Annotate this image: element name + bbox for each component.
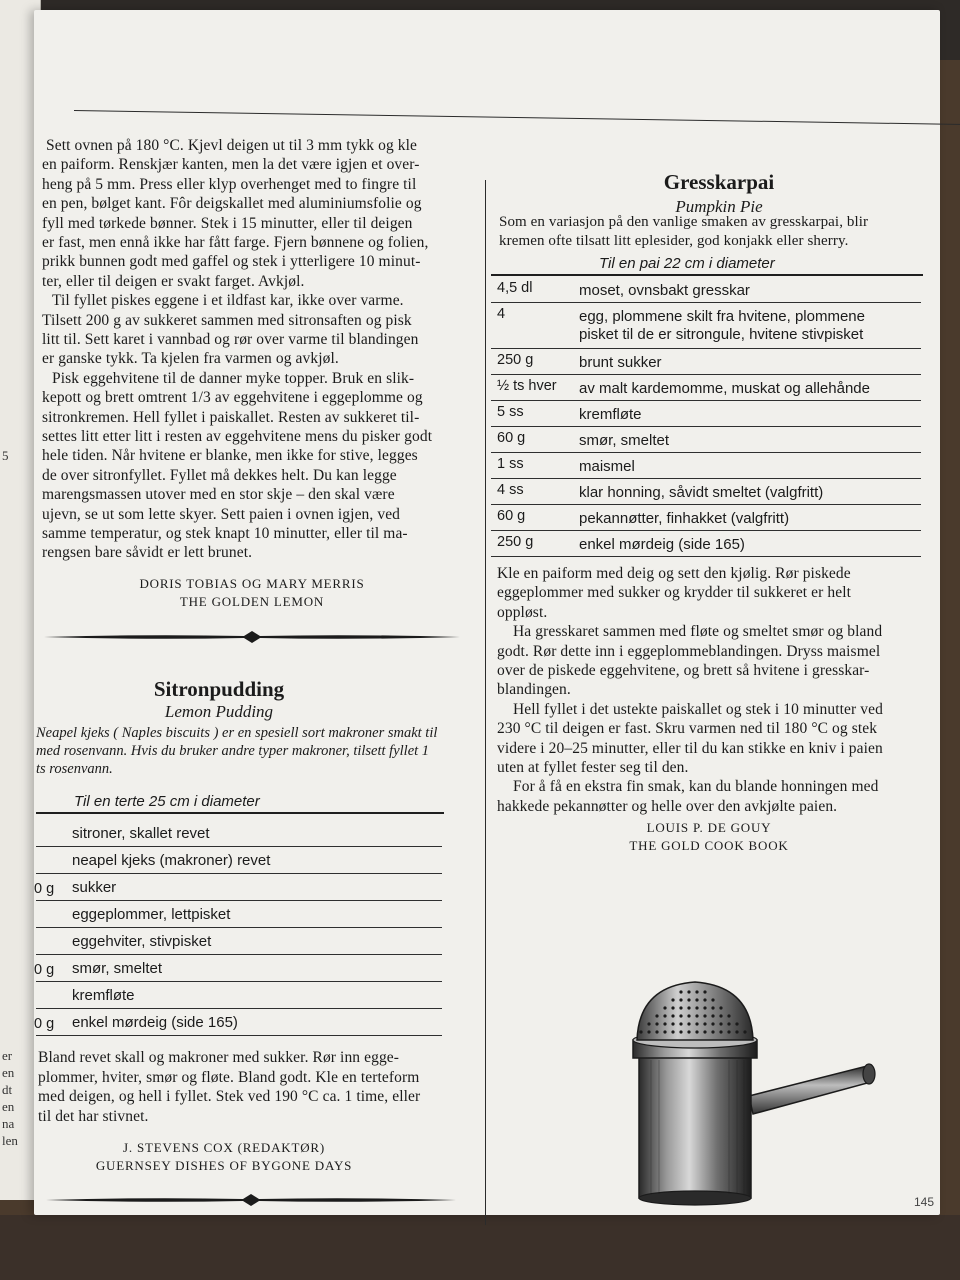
method-line: blandingen. — [497, 681, 571, 699]
ingredient-item: egg, plommene skilt fra hvitene, plommene — [579, 308, 865, 325]
method-line: samme temperatur, og stek knapt 10 minutter, eller til ma- — [42, 525, 408, 542]
left-column — [34, 10, 480, 1220]
ingredient-item: maismel — [579, 458, 635, 475]
ingredient-rule — [491, 374, 921, 375]
right-column — [489, 10, 949, 1220]
ingredient-quantity: 0 g — [34, 881, 55, 897]
left-page-fragment: en — [2, 1065, 15, 1080]
ingredient-item: eggehviter, stivpisket — [72, 933, 212, 950]
left-page-fragment: 5 — [2, 448, 9, 463]
column-rule — [485, 180, 486, 1225]
ornamental-divider — [46, 1193, 456, 1207]
ingredient-item: enkel mørdeig (side 165) — [72, 1014, 238, 1031]
ingredient-rule — [491, 556, 921, 557]
ingredient-quantity: 4,5 dl — [497, 280, 533, 296]
ingredient-rule — [491, 302, 921, 303]
ingredient-rule — [36, 1008, 442, 1009]
ingredient-quantity: 4 ss — [497, 482, 524, 498]
ingredient-item: brunt sukker — [579, 354, 662, 371]
method-line: en pen, bølget kant. Fôr deigskallet med aluminiumsfolie og — [42, 195, 422, 213]
left-page-fragment: en — [2, 1099, 15, 1114]
method-line: ter, eller til deigen er svakt farget. Avkjøl. — [42, 272, 305, 290]
source-book: THE GOLD COOK BOOK — [629, 838, 789, 853]
method-line: eggeplommer med sukker og krydder til sukkeret er helt — [497, 584, 852, 602]
ingredient-item: eggeplommer, lettpisket — [72, 906, 231, 923]
ingredient-quantity: 0 g — [34, 962, 55, 978]
left-page-fragment: len — [2, 1133, 18, 1148]
ingredients-yield: Til en pai 22 cm i diameter — [599, 255, 775, 272]
source-author: J. STEVENS COX (REDAKTØR) — [123, 1140, 325, 1155]
ingredient-rule — [36, 954, 442, 955]
ingredient-rule — [491, 504, 921, 505]
method-line: ujevn, se ut som lette skyer. Sett paien i ovnen igjen, ved — [42, 505, 401, 523]
ingredient-rule — [36, 981, 442, 982]
page-number: 145 — [914, 1195, 935, 1209]
left-page-fragment: dt — [2, 1082, 13, 1097]
ingredients-yield: Til en terte 25 cm i diameter — [74, 793, 260, 810]
method-line: er ganske tykk. Ta kjelen fra varmen og avkjøl. — [42, 350, 339, 368]
method-line: sitronkremen. Hell fyllet i paiskallet. Resten av sukkeret til- — [42, 408, 420, 426]
sugar-shaker-icon — [599, 978, 919, 1206]
recipe-title: Gresskarpai — [663, 170, 775, 194]
ingredient-rule — [36, 900, 442, 901]
method-line: hele tiden. Når hvitene er blanke, men ikke for stive, legges — [42, 447, 418, 465]
method-line: 230 °C til deigen er fast. Skru varmen ned til 180 °C og stek — [497, 720, 878, 738]
ingredient-rule — [36, 873, 442, 874]
ingredient-item: pisket til de er sitrongule, hvitene stivpisket — [579, 326, 864, 343]
ingredient-quantity: ½ ts hver — [497, 378, 557, 394]
method-line: Til fyllet piskes eggene i et ildfast kar, ikke over varme. — [52, 292, 404, 310]
method-line: fyll med tørkede bønner. Stek i 15 minutter, eller til deigen — [42, 214, 413, 232]
ingredient-item: moset, ovnsbakt gresskar — [579, 282, 750, 299]
left-page-fragment: na — [2, 1116, 15, 1131]
method-line: oppløst. — [497, 603, 548, 621]
background-bottom — [0, 1215, 960, 1280]
ingredient-item: smør, smeltet — [72, 960, 163, 977]
ingredient-quantity: 4 — [497, 306, 506, 322]
ingredient-rule — [36, 846, 442, 847]
recipe-title: Sitronpudding — [153, 677, 285, 701]
method-line: Hell fyllet i det ustekte paiskallet og stek i 10 minutter ved — [513, 700, 883, 718]
method-line: marengsmassen utover med en stor skje – den skal være — [42, 486, 395, 504]
ingredient-item: sitroner, skallet revet — [72, 825, 210, 842]
method-line: rengsen bare såvidt er lett brunet. — [42, 544, 253, 562]
method-line: Pisk eggehvitene til de danner myke topper. Bruk en slik- — [52, 369, 415, 387]
recipe-intro-line: Som en variasjon på den vanlige smaken av gresskarpai, blir — [499, 214, 869, 230]
ornamental-divider — [44, 630, 460, 644]
ingredient-quantity: 1 ss — [497, 456, 524, 472]
source-author: LOUIS P. DE GOUY — [646, 820, 772, 835]
ingredient-item: av malt kardemomme, muskat og allehånde — [579, 380, 870, 397]
ingredient-quantity: 60 g — [497, 430, 526, 446]
cookbook-page — [34, 10, 940, 1215]
ingredient-item: neapel kjeks (makroner) revet — [72, 852, 271, 869]
method-line: hakkede pekannøtter og helle over den avkjølte paien. — [497, 797, 838, 815]
method-line: Kle en paiform med deig og sett den kjølig. Rør piskede — [497, 565, 851, 582]
method-line: Tilsett 200 g av sukkeret sammen med sitronsaften og pisk — [42, 311, 412, 329]
recipe-intro-line: Neapel kjeks ( Naples biscuits ) er en spesiell sort makroner smakt til — [36, 725, 438, 741]
ingredient-rule — [491, 426, 921, 427]
recipe-subtitle: Pumpkin Pie — [675, 197, 763, 216]
ingredient-quantity: 250 g — [497, 352, 534, 368]
ingredient-rule — [491, 530, 921, 531]
method-line: litt til. Sett karet i vannbad og rør over varme til blandingen — [42, 331, 419, 348]
recipe-intro-line: med rosenvann. Hvis du bruker andre typer makroner, tilsett fyllet 1 — [36, 743, 430, 759]
method-line: For å få en ekstra fin smak, kan du blande honningen med — [513, 778, 879, 796]
method-line: heng på 5 mm. Press eller klyp overhenget med to fingre til — [42, 175, 417, 193]
ingredients-rule — [36, 812, 444, 814]
source-book: GUERNSEY DISHES OF BYGONE DAYS — [95, 1158, 353, 1173]
source-author: DORIS TOBIAS OG MARY MERRIS — [139, 576, 365, 591]
ingredient-item: pekannøtter, finhakket (valgfritt) — [579, 510, 790, 527]
ingredients-rule — [491, 274, 923, 276]
method-line: uten at fyllet fester seg til den. — [497, 759, 689, 776]
method-line: en paiform. Renskjær kanten, men la det være igjen et over- — [42, 156, 420, 174]
method-line: er fast, men ennå ikke har fått farge. Fjern bønnene og folien, — [42, 234, 429, 251]
ingredient-rule — [36, 1035, 442, 1036]
ingredient-rule — [491, 400, 921, 401]
method-line: settes litt etter litt i resten av eggehvitene mens du pisker godt — [42, 428, 433, 445]
method-line: kepott og brett omtrent 1/3 av eggehvitene i eggeplomme og — [42, 389, 423, 407]
method-line: med deigen, og hell i fyllet. Stek ved 190 °C ca. 1 time, eller — [38, 1088, 421, 1105]
ingredient-rule — [491, 452, 921, 453]
method-line: over de piskede eggehvitene, og brett så hvitene i gresskar- — [497, 662, 870, 679]
method-line: Bland revet skall og makroner med sukker. Rør inn egge- — [38, 1049, 400, 1066]
recipe-intro-line: ts rosenvann. — [36, 761, 113, 777]
method-line: Sett ovnen på 180 °C. Kjevl deigen ut til 3 mm tykk og kle — [46, 137, 418, 154]
recipe-subtitle: Lemon Pudding — [164, 702, 274, 721]
method-line: til det har stivnet. — [38, 1107, 149, 1125]
ingredient-item: kremfløte — [579, 406, 642, 423]
ingredient-item: smør, smeltet — [579, 432, 670, 449]
ingredient-quantity: 5 ss — [497, 404, 524, 420]
source-book: THE GOLDEN LEMON — [179, 594, 325, 609]
ingredient-rule — [491, 348, 921, 349]
ingredient-item: klar honning, såvidt smeltet (valgfritt) — [579, 484, 824, 501]
left-page-fragment: er — [2, 1048, 13, 1063]
ingredient-item: kremfløte — [72, 987, 135, 1004]
method-line: de over sitronfyllet. Fyllet må dekkes helt. Du kan legge — [42, 466, 397, 484]
method-line: videre i 20–25 minutter, eller til du kan stikke en kniv i paien — [497, 739, 883, 757]
method-line: godt. Rør dette inn i eggeplommeblandingen. Dryss maismel — [497, 642, 881, 660]
method-line: prikk bunnen godt med gaffel og stek i ytterligere 10 minut- — [42, 253, 421, 271]
ingredient-item: sukker — [72, 879, 117, 896]
recipe-intro-line: kremen ofte tilsatt litt eplesider, god konjakk eller sherry. — [499, 233, 849, 249]
method-line: plommer, hviter, smør og fløte. Bland godt. Kle en terteform — [38, 1068, 420, 1086]
ingredient-quantity: 0 g — [34, 1016, 55, 1032]
ingredient-quantity: 250 g — [497, 534, 534, 550]
ingredient-rule — [491, 478, 921, 479]
ingredient-item: enkel mørdeig (side 165) — [579, 536, 745, 553]
method-line: Ha gresskaret sammen med fløte og smeltet smør og bland — [513, 623, 883, 641]
ingredient-quantity: 60 g — [497, 508, 526, 524]
ingredient-rule — [36, 927, 442, 928]
